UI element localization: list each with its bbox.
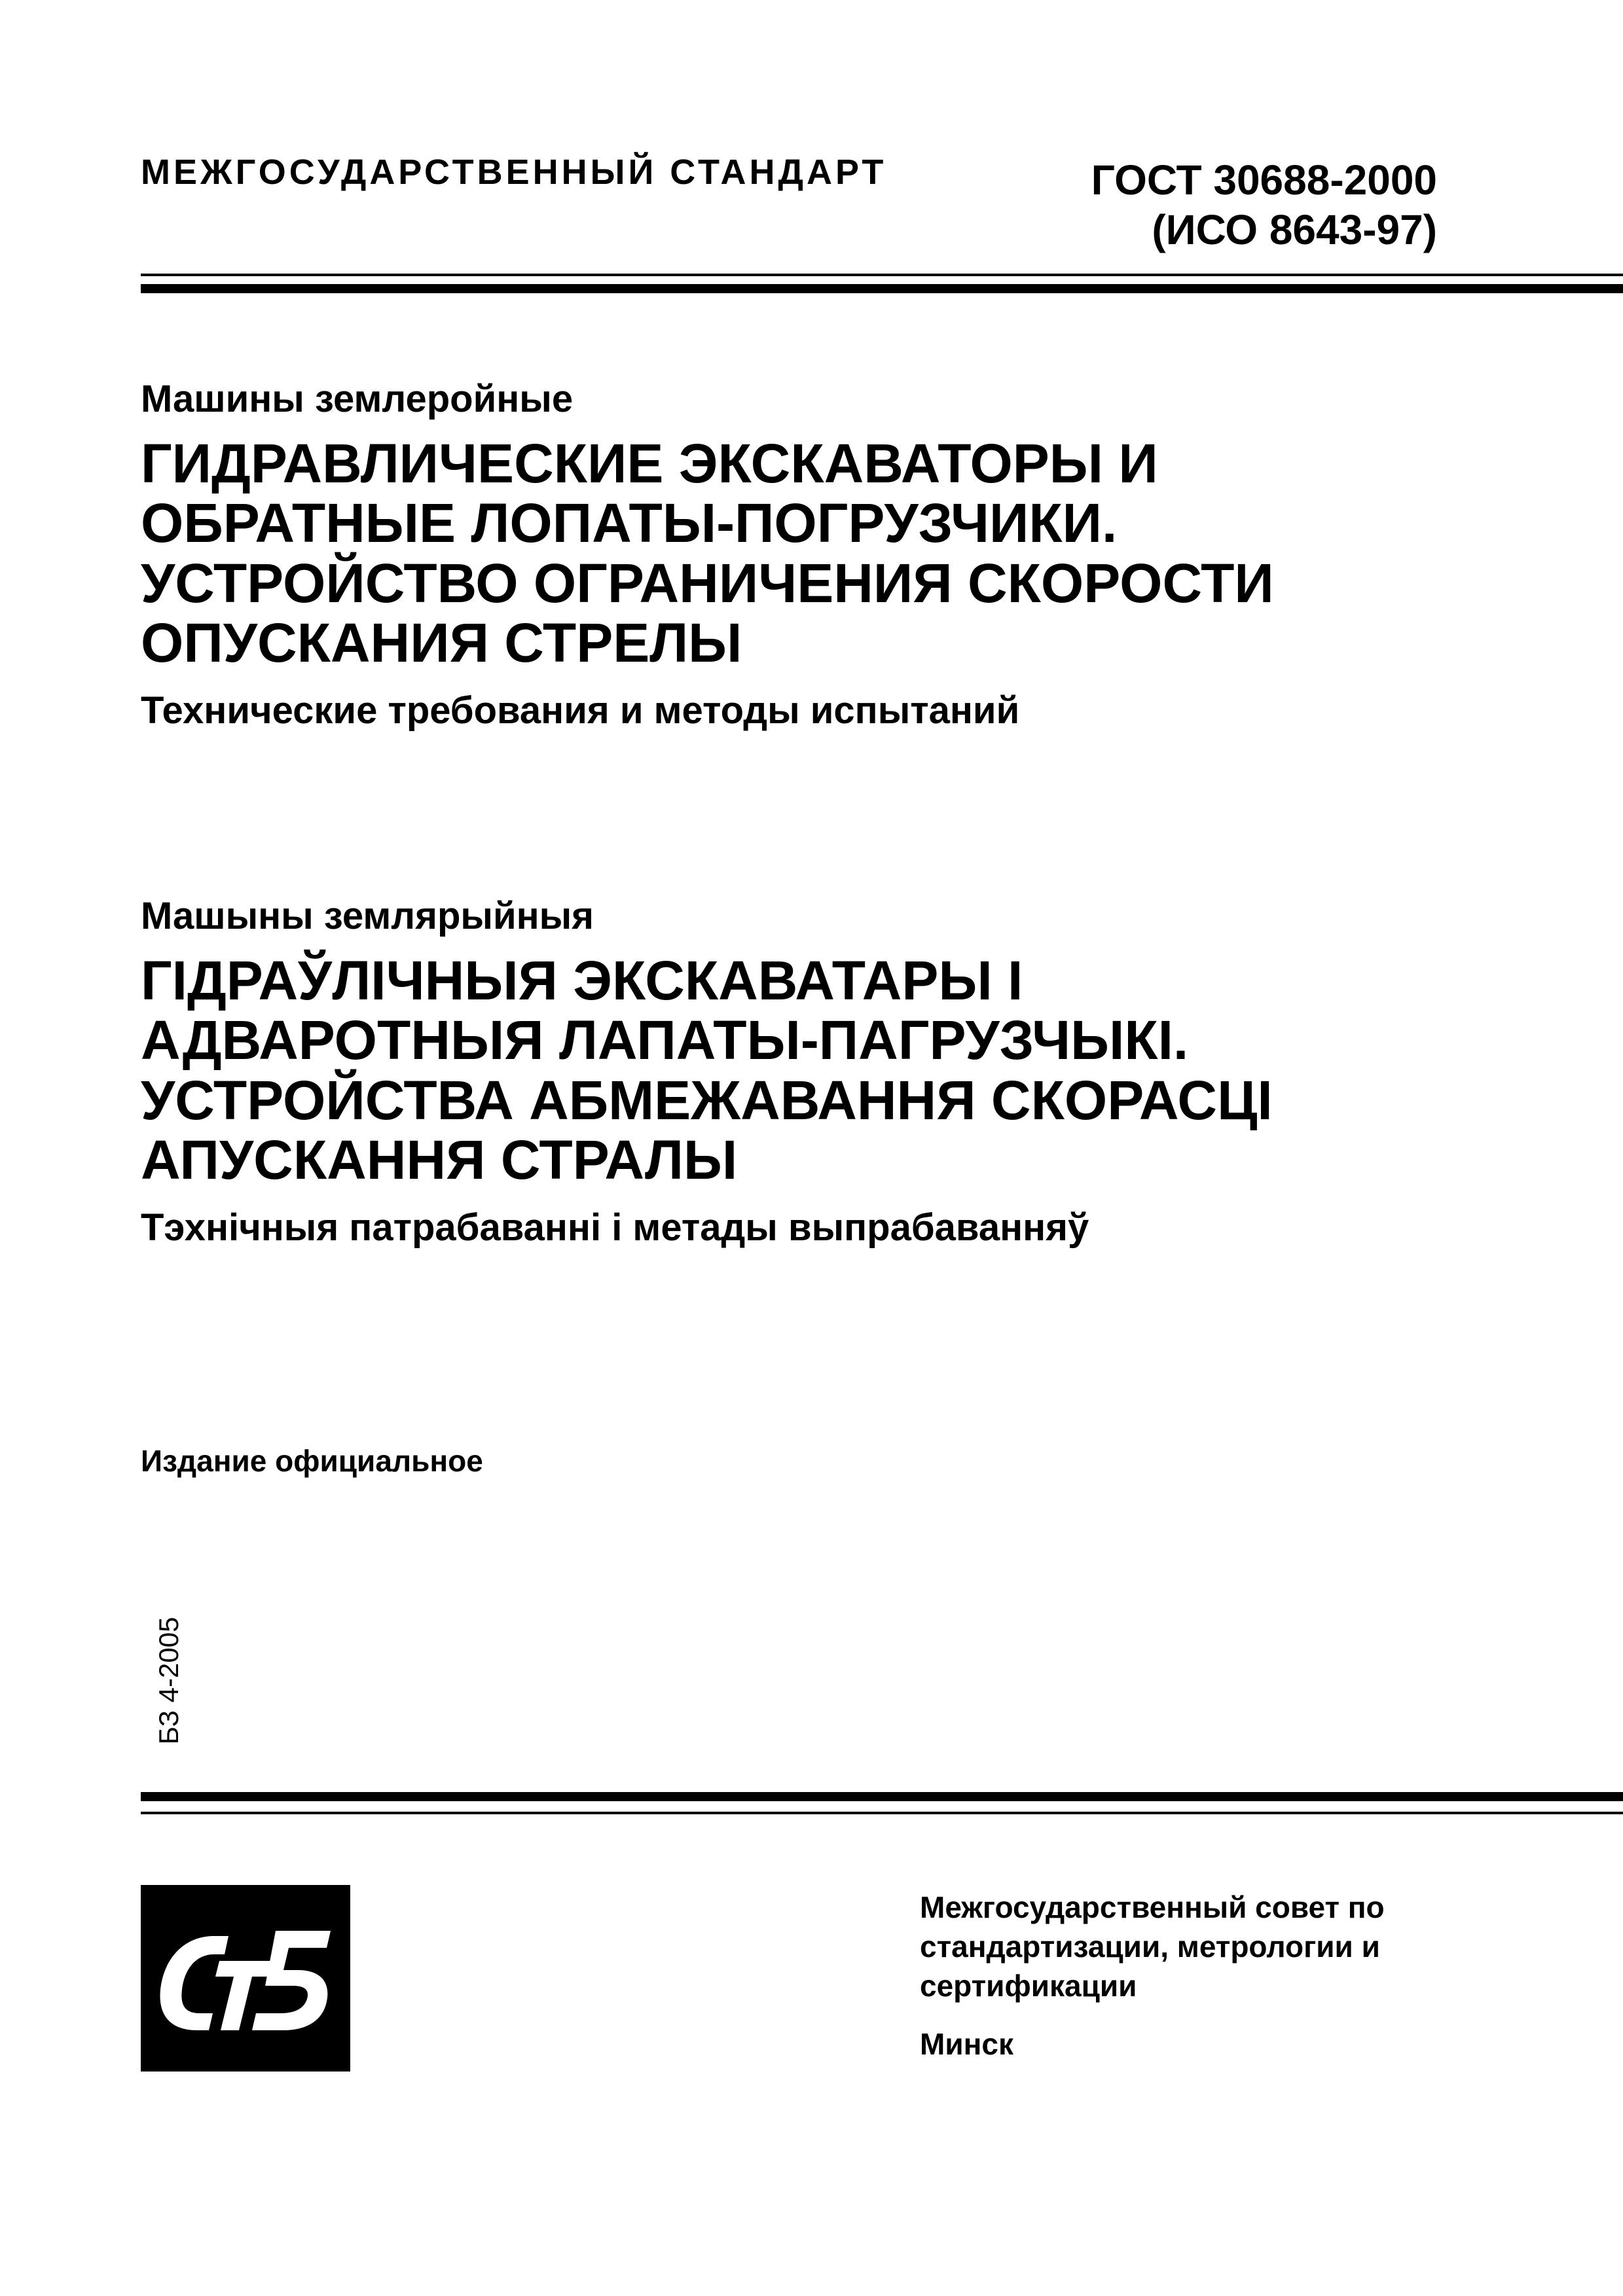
publisher-line: стандартизации, метрологии и — [920, 1929, 1380, 1964]
stb-logo-graphic — [141, 1885, 350, 2072]
by-title-line: АПУСКАННЯ СТРАЛЫ — [141, 1129, 738, 1191]
publisher-block — [920, 1888, 1385, 2064]
publisher-line: Межгосударственный совет по — [920, 1890, 1385, 1924]
by-main-title — [141, 951, 1516, 1191]
belarusian-title-block — [141, 893, 1516, 1250]
ru-subtitle: Технические требования и методы испытаний — [141, 689, 1020, 732]
footer-divider-thin — [141, 1812, 1623, 1814]
by-title-line: АДВАРОТНЫЯ ЛАПАТЫ-ПАГРУЗЧЫКІ. — [141, 1009, 1189, 1071]
header-divider-thin — [141, 274, 1623, 276]
by-title-line: УСТРОЙСТВА АБМЕЖАВАННЯ СКОРАСЦІ — [141, 1069, 1273, 1131]
ru-main-title — [141, 434, 1516, 673]
gost-number: ГОСТ 30688-2000 — [1091, 156, 1437, 204]
stb-logo-icon — [141, 1885, 350, 2072]
edition-note: Издание официальное — [141, 1444, 483, 1478]
by-subtitle: Тэхнічныя патрабаванні і метады выпрабаванняў — [141, 1206, 1089, 1249]
ru-category: Машины землеройные — [141, 378, 574, 420]
registry-code: БЗ 4-2005 — [153, 1617, 184, 1745]
ru-title-line: ГИДРАВЛИЧЕСКИЕ ЭКСКАВАТОРЫ И — [141, 432, 1158, 494]
header-divider-thick — [141, 284, 1623, 293]
standard-designation — [1041, 156, 1437, 255]
footer-divider-thick — [141, 1792, 1623, 1801]
ru-title-line: ОПУСКАНИЯ СТРЕЛЫ — [141, 612, 742, 674]
by-title-line: ГІДРАЎЛІЧНЫЯ ЭКСКАВАТАРЫ І — [141, 949, 1023, 1011]
russian-title-block — [141, 376, 1516, 733]
document-type-heading: МЕЖГОСУДАРСТВЕННЫЙ СТАНДАРТ — [141, 152, 887, 192]
ru-title-line: ОБРАТНЫЕ ЛОПАТЫ-ПОГРУЗЧИКИ. — [141, 492, 1118, 554]
publisher-city: Минск — [920, 2027, 1013, 2062]
publisher-line: сертификации — [920, 1968, 1137, 2003]
iso-number: (ИСО 8643-97) — [1152, 206, 1437, 253]
ru-title-line: УСТРОЙСТВО ОГРАНИЧЕНИЯ СКОРОСТИ — [141, 552, 1274, 614]
by-category: Машыны землярыйныя — [141, 895, 594, 937]
